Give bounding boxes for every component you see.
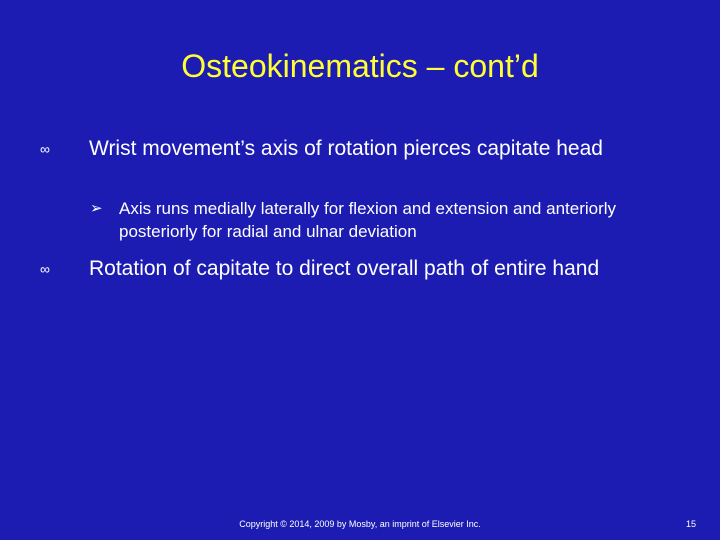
slide-title: Osteokinematics – cont’d: [181, 48, 539, 84]
bullet-icon: ∞: [40, 141, 50, 157]
page-number: 15: [685, 519, 696, 529]
subbullet-text-1: Axis runs medially laterally for flexion and extension and anteriorly posteriorly for radial and ulnar deviation: [119, 199, 617, 241]
bullet-icon: ∞: [40, 261, 50, 277]
copyright-footer: Copyright © 2014, 2009 by Mosby, an imprint of Elsevier Inc.: [239, 519, 481, 529]
bullet-text-2: Rotation of capitate to direct overall path of entire hand: [89, 257, 600, 280]
arrow-icon: ➢: [90, 200, 103, 217]
bullet-text-1: Wrist movement’s axis of rotation pierces capitate head: [89, 137, 603, 160]
